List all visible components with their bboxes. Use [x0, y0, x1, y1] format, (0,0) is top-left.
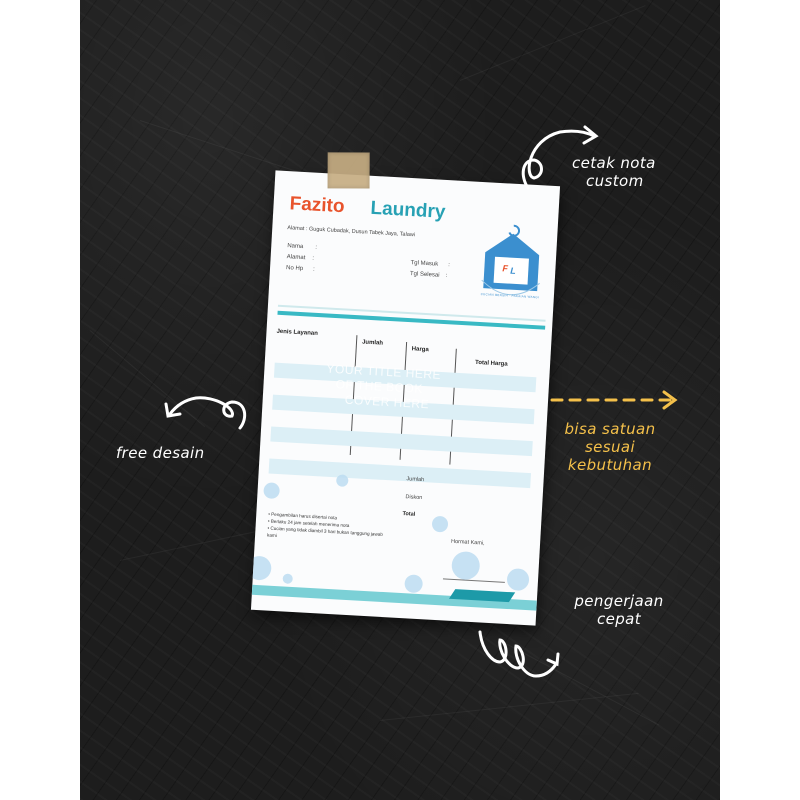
summary-diskon: Diskon — [405, 494, 423, 502]
bubble-decoration — [263, 482, 280, 499]
watermark-line-1: YOUR TITLE HERE — [326, 361, 442, 382]
signature-label: Hormat Kami, — [450, 538, 485, 547]
header-jenis-layanan: Jenis Layanan — [276, 328, 318, 337]
bubble-decoration — [282, 573, 293, 584]
brand-title-laundry: Laundry — [369, 197, 446, 223]
address-line: Alamat : Guguk Cubadak, Dusun Tabek Jaya, Talawi — [287, 225, 416, 239]
annotation-free-desain: free desain — [116, 444, 205, 462]
tape-strip — [328, 152, 370, 188]
bubble-decoration — [404, 574, 423, 593]
watermark-line-3: COVER HERE — [344, 392, 430, 412]
bubble-decoration — [251, 555, 272, 580]
annotation-bisa-satuan: bisa satuan sesuai kebutuhan — [564, 420, 656, 474]
bubble-decoration — [336, 474, 349, 487]
bubble-decoration — [506, 568, 529, 591]
summary-total: Total — [402, 511, 416, 518]
logo-initial-f: F — [502, 263, 509, 274]
terms-list — [267, 511, 388, 546]
signature-line — [443, 578, 505, 582]
field-alamat: Alamat : — [286, 254, 315, 262]
laundry-receipt — [251, 170, 560, 625]
bubble-decoration — [432, 516, 449, 533]
terms-item: • Pengambilan harus disertai nota — [268, 511, 388, 525]
bubble-decoration — [451, 551, 481, 581]
receipt-sheet — [251, 170, 560, 625]
annotation-pengerjaan-cepat: pengerjaan cepat — [574, 592, 664, 628]
header-harga: Harga — [411, 346, 429, 354]
table-row — [269, 458, 531, 488]
field-nama: Nama : — [287, 243, 318, 251]
annotation-cetak-nota: cetak nota custom — [572, 154, 656, 190]
summary-jumlah: Jumlah — [406, 476, 425, 484]
field-tgl-selesai: Tgl Selesai : — [409, 271, 448, 280]
terms-item: • Cucian yang tidak diambil 3 hari bukan tanggung jawab kami — [267, 525, 388, 546]
field-tgl-masuk: Tgl Masuk : — [410, 260, 451, 269]
header-total-harga: Total Harga — [474, 359, 508, 368]
laundry-logo — [476, 222, 546, 306]
watermark-line-2: OF THE BOOK — [335, 377, 424, 396]
field-no-hp: No Hp : — [285, 265, 315, 273]
terms-item: • Berlaku 24 jam setelah menerima nota — [268, 518, 388, 532]
logo-arc-text: CUCIAN BERSIH · PAKAIAN WANGI — [480, 292, 540, 300]
header-jumlah: Jumlah — [361, 339, 384, 347]
logo-initial-l: L — [509, 265, 517, 276]
brand-title-fazito: Fazito — [289, 193, 346, 218]
